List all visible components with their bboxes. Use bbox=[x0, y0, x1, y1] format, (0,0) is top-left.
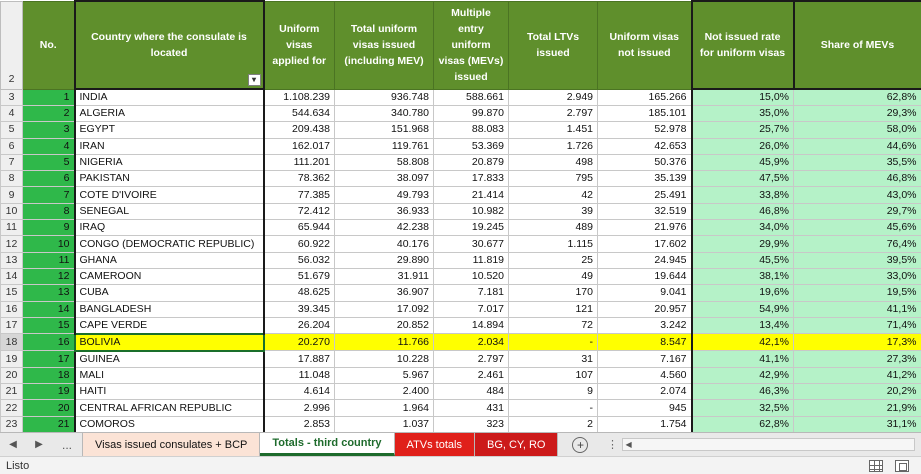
row-number[interactable]: 2 bbox=[23, 106, 75, 122]
issued-cell[interactable]: 11.766 bbox=[335, 334, 434, 351]
country-cell[interactable]: COTE D'IVOIRE bbox=[75, 187, 264, 203]
country-cell[interactable]: CAMEROON bbox=[75, 268, 264, 284]
not-issued-cell[interactable]: 3.242 bbox=[598, 317, 692, 334]
row-header[interactable]: 18 bbox=[1, 334, 23, 351]
not-issued-rate-cell[interactable]: 45,9% bbox=[692, 154, 794, 170]
ltv-cell[interactable]: 2.797 bbox=[509, 106, 598, 122]
table-row bbox=[1, 367, 921, 383]
applied-cell[interactable]: 209.438 bbox=[264, 122, 335, 138]
not-issued-cell[interactable]: 9.041 bbox=[598, 285, 692, 301]
table-row bbox=[1, 285, 921, 301]
row-header[interactable]: 5 bbox=[1, 122, 23, 138]
row-header[interactable]: 6 bbox=[1, 138, 23, 154]
mev-cell[interactable]: 53.369 bbox=[434, 138, 509, 154]
applied-cell[interactable]: 77.385 bbox=[264, 187, 335, 203]
sheet-tab-bar bbox=[0, 432, 921, 456]
table-row bbox=[1, 122, 921, 138]
row-header[interactable]: 13 bbox=[1, 252, 23, 268]
country-cell[interactable]: CUBA bbox=[75, 285, 264, 301]
filter-dropdown-icon[interactable]: ▾ bbox=[248, 74, 261, 86]
not-issued-rate-cell[interactable]: 32,5% bbox=[692, 400, 794, 416]
mev-cell[interactable]: 88.083 bbox=[434, 122, 509, 138]
country-cell[interactable]: MALI bbox=[75, 367, 264, 383]
mev-cell[interactable]: 7.181 bbox=[434, 285, 509, 301]
not-issued-rate-cell[interactable]: 29,9% bbox=[692, 236, 794, 252]
table-row bbox=[1, 154, 921, 170]
table-row bbox=[1, 106, 921, 122]
applied-cell[interactable]: 544.634 bbox=[264, 106, 335, 122]
ltv-cell[interactable]: 107 bbox=[509, 367, 598, 383]
table-row bbox=[1, 138, 921, 154]
country-cell[interactable]: EGYPT bbox=[75, 122, 264, 138]
table-row bbox=[1, 351, 921, 368]
not-issued-cell[interactable]: 8.547 bbox=[598, 334, 692, 351]
not-issued-cell[interactable]: 50.376 bbox=[598, 154, 692, 170]
row-number[interactable]: 18 bbox=[23, 367, 75, 383]
not-issued-rate-cell[interactable]: 25,7% bbox=[692, 122, 794, 138]
share-mev-cell[interactable]: 19,5% bbox=[794, 285, 921, 301]
share-mev-cell[interactable]: 41,1% bbox=[794, 301, 921, 317]
share-mev-cell[interactable]: 27,3% bbox=[794, 351, 921, 368]
country-cell[interactable]: NIGERIA bbox=[75, 154, 264, 170]
issued-cell[interactable]: 49.793 bbox=[335, 187, 434, 203]
share-mev-cell[interactable]: 58,0% bbox=[794, 122, 921, 138]
issued-cell[interactable]: 40.176 bbox=[335, 236, 434, 252]
applied-cell[interactable]: 2.996 bbox=[264, 400, 335, 416]
country-cell[interactable]: BANGLADESH bbox=[75, 301, 264, 317]
row-number[interactable]: 8 bbox=[23, 203, 75, 219]
share-mev-cell[interactable]: 62,8% bbox=[794, 89, 921, 106]
tab-totals-third-country[interactable]: Totals - third country bbox=[260, 433, 394, 456]
issued-cell[interactable]: 151.968 bbox=[335, 122, 434, 138]
row-header[interactable]: 14 bbox=[1, 268, 23, 284]
row-header[interactable]: 11 bbox=[1, 220, 23, 236]
not-issued-rate-cell[interactable]: 13,4% bbox=[692, 317, 794, 334]
ltv-cell[interactable]: 1.115 bbox=[509, 236, 598, 252]
not-issued-cell[interactable]: 32.519 bbox=[598, 203, 692, 219]
prev-sheet-icon[interactable]: ◀ bbox=[9, 439, 17, 450]
not-issued-rate-cell[interactable]: 15,0% bbox=[692, 89, 794, 106]
ltv-cell[interactable]: 121 bbox=[509, 301, 598, 317]
row-header[interactable]: 19 bbox=[1, 351, 23, 368]
share-mev-cell[interactable]: 45,6% bbox=[794, 220, 921, 236]
not-issued-rate-cell[interactable]: 38,1% bbox=[692, 268, 794, 284]
applied-cell[interactable]: 48.625 bbox=[264, 285, 335, 301]
country-cell[interactable]: IRAQ bbox=[75, 220, 264, 236]
header-row bbox=[1, 1, 921, 89]
not-issued-cell[interactable]: 945 bbox=[598, 400, 692, 416]
share-mev-cell[interactable]: 17,3% bbox=[794, 334, 921, 351]
not-issued-rate-cell[interactable]: 41,1% bbox=[692, 351, 794, 368]
row-number[interactable]: 21 bbox=[23, 416, 75, 432]
share-mev-cell[interactable]: 71,4% bbox=[794, 317, 921, 334]
issued-cell[interactable]: 340.780 bbox=[335, 106, 434, 122]
ltv-cell[interactable]: 42 bbox=[509, 187, 598, 203]
not-issued-rate-cell[interactable]: 54,9% bbox=[692, 301, 794, 317]
not-issued-cell[interactable]: 21.976 bbox=[598, 220, 692, 236]
row-number[interactable]: 20 bbox=[23, 400, 75, 416]
row-number[interactable]: 16 bbox=[23, 334, 75, 351]
header-not-issued-rate[interactable]: Not issued rate for uniform visas bbox=[692, 1, 794, 89]
issued-cell[interactable]: 119.761 bbox=[335, 138, 434, 154]
country-cell[interactable]: CENTRAL AFRICAN REPUBLIC bbox=[75, 400, 264, 416]
issued-cell[interactable]: 29.890 bbox=[335, 252, 434, 268]
not-issued-cell[interactable]: 185.101 bbox=[598, 106, 692, 122]
row-header[interactable]: 10 bbox=[1, 203, 23, 219]
not-issued-rate-cell[interactable]: 42,1% bbox=[692, 334, 794, 351]
share-mev-cell[interactable]: 33,0% bbox=[794, 268, 921, 284]
row-header[interactable]: 8 bbox=[1, 171, 23, 187]
ltv-cell[interactable]: 72 bbox=[509, 317, 598, 334]
not-issued-rate-cell[interactable]: 42,9% bbox=[692, 367, 794, 383]
mev-cell[interactable]: 20.879 bbox=[434, 154, 509, 170]
row-header[interactable]: 20 bbox=[1, 367, 23, 383]
not-issued-rate-cell[interactable]: 19,6% bbox=[692, 285, 794, 301]
horizontal-scrollbar[interactable] bbox=[622, 438, 915, 451]
applied-cell[interactable]: 65.944 bbox=[264, 220, 335, 236]
page-layout-view-icon[interactable] bbox=[895, 460, 909, 472]
tab-split-handle-icon[interactable]: ⋮ bbox=[606, 439, 618, 451]
mev-cell[interactable]: 99.870 bbox=[434, 106, 509, 122]
not-issued-cell[interactable]: 165.266 bbox=[598, 89, 692, 106]
ltv-cell[interactable]: 39 bbox=[509, 203, 598, 219]
add-sheet-button[interactable] bbox=[558, 433, 602, 456]
country-cell[interactable]: CONGO (DEMOCRATIC REPUBLIC) bbox=[75, 236, 264, 252]
issued-cell[interactable]: 5.967 bbox=[335, 367, 434, 383]
header-country[interactable] bbox=[75, 1, 264, 89]
mev-cell[interactable]: 30.677 bbox=[434, 236, 509, 252]
row-number[interactable]: 13 bbox=[23, 285, 75, 301]
ltv-cell[interactable]: - bbox=[509, 400, 598, 416]
mev-cell[interactable]: 7.017 bbox=[434, 301, 509, 317]
share-mev-cell[interactable]: 35,5% bbox=[794, 154, 921, 170]
ltv-cell[interactable]: 795 bbox=[509, 171, 598, 187]
not-issued-rate-cell[interactable]: 46,8% bbox=[692, 203, 794, 219]
applied-cell[interactable]: 26.204 bbox=[264, 317, 335, 334]
ltv-cell[interactable]: 1.726 bbox=[509, 138, 598, 154]
row-header[interactable]: 23 bbox=[1, 416, 23, 432]
not-issued-rate-cell[interactable]: 34,0% bbox=[692, 220, 794, 236]
row-header[interactable]: 21 bbox=[1, 384, 23, 400]
country-cell[interactable]: GHANA bbox=[75, 252, 264, 268]
mev-cell[interactable]: 14.894 bbox=[434, 317, 509, 334]
row-header[interactable]: 9 bbox=[1, 187, 23, 203]
tab-atvs-totals[interactable]: ATVs totals bbox=[395, 433, 475, 456]
country-cell[interactable]: CAPE VERDE bbox=[75, 317, 264, 334]
header-country-label: Country where the consulate is located bbox=[91, 31, 247, 59]
share-mev-cell[interactable]: 76,4% bbox=[794, 236, 921, 252]
mev-cell[interactable]: 588.661 bbox=[434, 89, 509, 106]
issued-cell[interactable]: 17.092 bbox=[335, 301, 434, 317]
table-row bbox=[1, 236, 921, 252]
not-issued-cell[interactable]: 19.644 bbox=[598, 268, 692, 284]
row-number[interactable]: 1 bbox=[23, 89, 75, 106]
status-bar bbox=[0, 456, 921, 474]
header-not-issued[interactable]: Uniform visas not issued bbox=[598, 1, 692, 89]
applied-cell[interactable]: 51.679 bbox=[264, 268, 335, 284]
share-mev-cell[interactable]: 46,8% bbox=[794, 171, 921, 187]
applied-cell[interactable]: 20.270 bbox=[264, 334, 335, 351]
row-header[interactable]: 15 bbox=[1, 285, 23, 301]
issued-cell[interactable]: 58.808 bbox=[335, 154, 434, 170]
header-applied[interactable]: Uniform visas applied for bbox=[264, 1, 335, 89]
mev-cell[interactable]: 484 bbox=[434, 384, 509, 400]
row-number[interactable]: 5 bbox=[23, 154, 75, 170]
applied-cell[interactable]: 17.887 bbox=[264, 351, 335, 368]
table-row bbox=[1, 334, 921, 351]
header-mev-issued[interactable]: Multiple entry uniform visas (MEVs) issued bbox=[434, 1, 509, 89]
next-sheet-icon[interactable]: ▶ bbox=[35, 439, 43, 450]
row-number[interactable]: 12 bbox=[23, 268, 75, 284]
not-issued-cell[interactable]: 2.074 bbox=[598, 384, 692, 400]
not-issued-rate-cell[interactable]: 45,5% bbox=[692, 252, 794, 268]
issued-cell[interactable]: 20.852 bbox=[335, 317, 434, 334]
share-mev-cell[interactable]: 21,9% bbox=[794, 400, 921, 416]
table-row bbox=[1, 187, 921, 203]
not-issued-rate-cell[interactable]: 35,0% bbox=[692, 106, 794, 122]
row-number[interactable]: 6 bbox=[23, 171, 75, 187]
mev-cell[interactable]: 10.982 bbox=[434, 203, 509, 219]
applied-cell[interactable]: 162.017 bbox=[264, 138, 335, 154]
not-issued-rate-cell[interactable]: 47,5% bbox=[692, 171, 794, 187]
row-header[interactable]: 16 bbox=[1, 301, 23, 317]
country-cell[interactable]: HAITI bbox=[75, 384, 264, 400]
issued-cell[interactable]: 1.037 bbox=[335, 416, 434, 432]
mev-cell[interactable]: 2.461 bbox=[434, 367, 509, 383]
mev-cell[interactable]: 19.245 bbox=[434, 220, 509, 236]
applied-cell[interactable]: 56.032 bbox=[264, 252, 335, 268]
tab-bg-cy-ro[interactable]: BG, CY, RO bbox=[475, 433, 558, 456]
row-number[interactable]: 14 bbox=[23, 301, 75, 317]
not-issued-cell[interactable]: 20.957 bbox=[598, 301, 692, 317]
mev-cell[interactable]: 10.520 bbox=[434, 268, 509, 284]
ltv-cell[interactable]: - bbox=[509, 334, 598, 351]
row-header[interactable]: 12 bbox=[1, 236, 23, 252]
not-issued-cell[interactable]: 24.945 bbox=[598, 252, 692, 268]
header-ltv[interactable]: Total LTVs issued bbox=[509, 1, 598, 89]
table-row bbox=[1, 89, 921, 106]
ltv-cell[interactable]: 31 bbox=[509, 351, 598, 368]
issued-cell[interactable]: 38.097 bbox=[335, 171, 434, 187]
issued-cell[interactable]: 10.228 bbox=[335, 351, 434, 368]
applied-cell[interactable]: 60.922 bbox=[264, 236, 335, 252]
more-sheets-icon[interactable]: ... bbox=[61, 437, 72, 452]
share-mev-cell[interactable]: 20,2% bbox=[794, 384, 921, 400]
issued-cell[interactable]: 936.748 bbox=[335, 89, 434, 106]
issued-cell[interactable]: 36.907 bbox=[335, 285, 434, 301]
normal-view-icon[interactable] bbox=[869, 460, 883, 472]
share-mev-cell[interactable]: 43,0% bbox=[794, 187, 921, 203]
ltv-cell[interactable]: 489 bbox=[509, 220, 598, 236]
not-issued-rate-cell[interactable]: 26,0% bbox=[692, 138, 794, 154]
table-row bbox=[1, 317, 921, 334]
share-mev-cell[interactable]: 44,6% bbox=[794, 138, 921, 154]
applied-cell[interactable]: 111.201 bbox=[264, 154, 335, 170]
mev-cell[interactable]: 2.797 bbox=[434, 351, 509, 368]
not-issued-cell[interactable]: 17.602 bbox=[598, 236, 692, 252]
not-issued-rate-cell[interactable]: 46,3% bbox=[692, 384, 794, 400]
share-mev-cell[interactable]: 39,5% bbox=[794, 252, 921, 268]
applied-cell[interactable]: 78.362 bbox=[264, 171, 335, 187]
issued-cell[interactable]: 31.911 bbox=[335, 268, 434, 284]
ltv-cell[interactable]: 9 bbox=[509, 384, 598, 400]
applied-cell[interactable]: 11.048 bbox=[264, 367, 335, 383]
ltv-cell[interactable]: 49 bbox=[509, 268, 598, 284]
not-issued-cell[interactable]: 35.139 bbox=[598, 171, 692, 187]
row-number[interactable]: 10 bbox=[23, 236, 75, 252]
not-issued-cell[interactable]: 4.560 bbox=[598, 367, 692, 383]
row-header[interactable]: 2 bbox=[1, 1, 23, 89]
ltv-cell[interactable]: 1.451 bbox=[509, 122, 598, 138]
ltv-cell[interactable]: 2.949 bbox=[509, 89, 598, 106]
share-mev-cell[interactable]: 31,1% bbox=[794, 416, 921, 432]
row-header[interactable]: 3 bbox=[1, 89, 23, 106]
issued-cell[interactable]: 1.964 bbox=[335, 400, 434, 416]
ltv-cell[interactable]: 498 bbox=[509, 154, 598, 170]
table-row bbox=[1, 400, 921, 416]
status-text: Listo bbox=[6, 459, 30, 472]
applied-cell[interactable]: 1.108.239 bbox=[264, 89, 335, 106]
header-no[interactable]: No. bbox=[23, 1, 75, 89]
mev-cell[interactable]: 2.034 bbox=[434, 334, 509, 351]
row-number[interactable]: 3 bbox=[23, 122, 75, 138]
row-header[interactable]: 22 bbox=[1, 400, 23, 416]
country-cell[interactable]: SENEGAL bbox=[75, 203, 264, 219]
not-issued-rate-cell[interactable]: 33,8% bbox=[692, 187, 794, 203]
row-header[interactable]: 17 bbox=[1, 317, 23, 334]
country-cell[interactable]: GUINEA bbox=[75, 351, 264, 368]
table-row bbox=[1, 384, 921, 400]
table-row bbox=[1, 301, 921, 317]
row-number[interactable]: 19 bbox=[23, 384, 75, 400]
country-cell[interactable]: BOLIVIA bbox=[75, 334, 264, 351]
not-issued-cell[interactable]: 7.167 bbox=[598, 351, 692, 368]
ltv-cell[interactable]: 25 bbox=[509, 252, 598, 268]
row-number[interactable]: 4 bbox=[23, 138, 75, 154]
not-issued-cell[interactable]: 42.653 bbox=[598, 138, 692, 154]
plus-icon: + bbox=[572, 437, 588, 453]
row-number[interactable]: 15 bbox=[23, 317, 75, 334]
not-issued-cell[interactable]: 1.754 bbox=[598, 416, 692, 432]
table-row bbox=[1, 203, 921, 219]
table-row bbox=[1, 268, 921, 284]
mev-cell[interactable]: 17.833 bbox=[434, 171, 509, 187]
tab-visas-issued-consulates[interactable]: Visas issued consulates + BCP bbox=[82, 433, 260, 456]
mev-cell[interactable]: 11.819 bbox=[434, 252, 509, 268]
mev-cell[interactable]: 323 bbox=[434, 416, 509, 432]
country-cell[interactable]: INDIA bbox=[75, 89, 264, 106]
row-header[interactable]: 4 bbox=[1, 106, 23, 122]
table-row bbox=[1, 416, 921, 432]
table-row bbox=[1, 171, 921, 187]
issued-cell[interactable]: 42.238 bbox=[335, 220, 434, 236]
applied-cell[interactable]: 39.345 bbox=[264, 301, 335, 317]
country-cell[interactable]: PAKISTAN bbox=[75, 171, 264, 187]
applied-cell[interactable]: 72.412 bbox=[264, 203, 335, 219]
table-row bbox=[1, 220, 921, 236]
share-mev-cell[interactable]: 41,2% bbox=[794, 367, 921, 383]
country-cell[interactable]: COMOROS bbox=[75, 416, 264, 432]
applied-cell[interactable]: 4.614 bbox=[264, 384, 335, 400]
header-share-mev[interactable]: Share of MEVs bbox=[794, 1, 921, 89]
header-issued-total[interactable]: Total uniform visas issued (including MEV) bbox=[335, 1, 434, 89]
mev-cell[interactable]: 21.414 bbox=[434, 187, 509, 203]
issued-cell[interactable]: 2.400 bbox=[335, 384, 434, 400]
ltv-cell[interactable]: 2 bbox=[509, 416, 598, 432]
ltv-cell[interactable]: 170 bbox=[509, 285, 598, 301]
row-number[interactable]: 9 bbox=[23, 220, 75, 236]
scroll-left-icon[interactable]: ◀ bbox=[625, 440, 632, 449]
row-number[interactable]: 17 bbox=[23, 351, 75, 368]
row-number[interactable]: 11 bbox=[23, 252, 75, 268]
country-cell[interactable]: IRAN bbox=[75, 138, 264, 154]
row-header[interactable]: 7 bbox=[1, 154, 23, 170]
issued-cell[interactable]: 36.933 bbox=[335, 203, 434, 219]
not-issued-cell[interactable]: 52.978 bbox=[598, 122, 692, 138]
not-issued-rate-cell[interactable]: 62,8% bbox=[692, 416, 794, 432]
not-issued-cell[interactable]: 25.491 bbox=[598, 187, 692, 203]
table-row bbox=[1, 252, 921, 268]
share-mev-cell[interactable]: 29,7% bbox=[794, 203, 921, 219]
row-number[interactable]: 7 bbox=[23, 187, 75, 203]
share-mev-cell[interactable]: 29,3% bbox=[794, 106, 921, 122]
applied-cell[interactable]: 2.853 bbox=[264, 416, 335, 432]
country-cell[interactable]: ALGERIA bbox=[75, 106, 264, 122]
mev-cell[interactable]: 431 bbox=[434, 400, 509, 416]
